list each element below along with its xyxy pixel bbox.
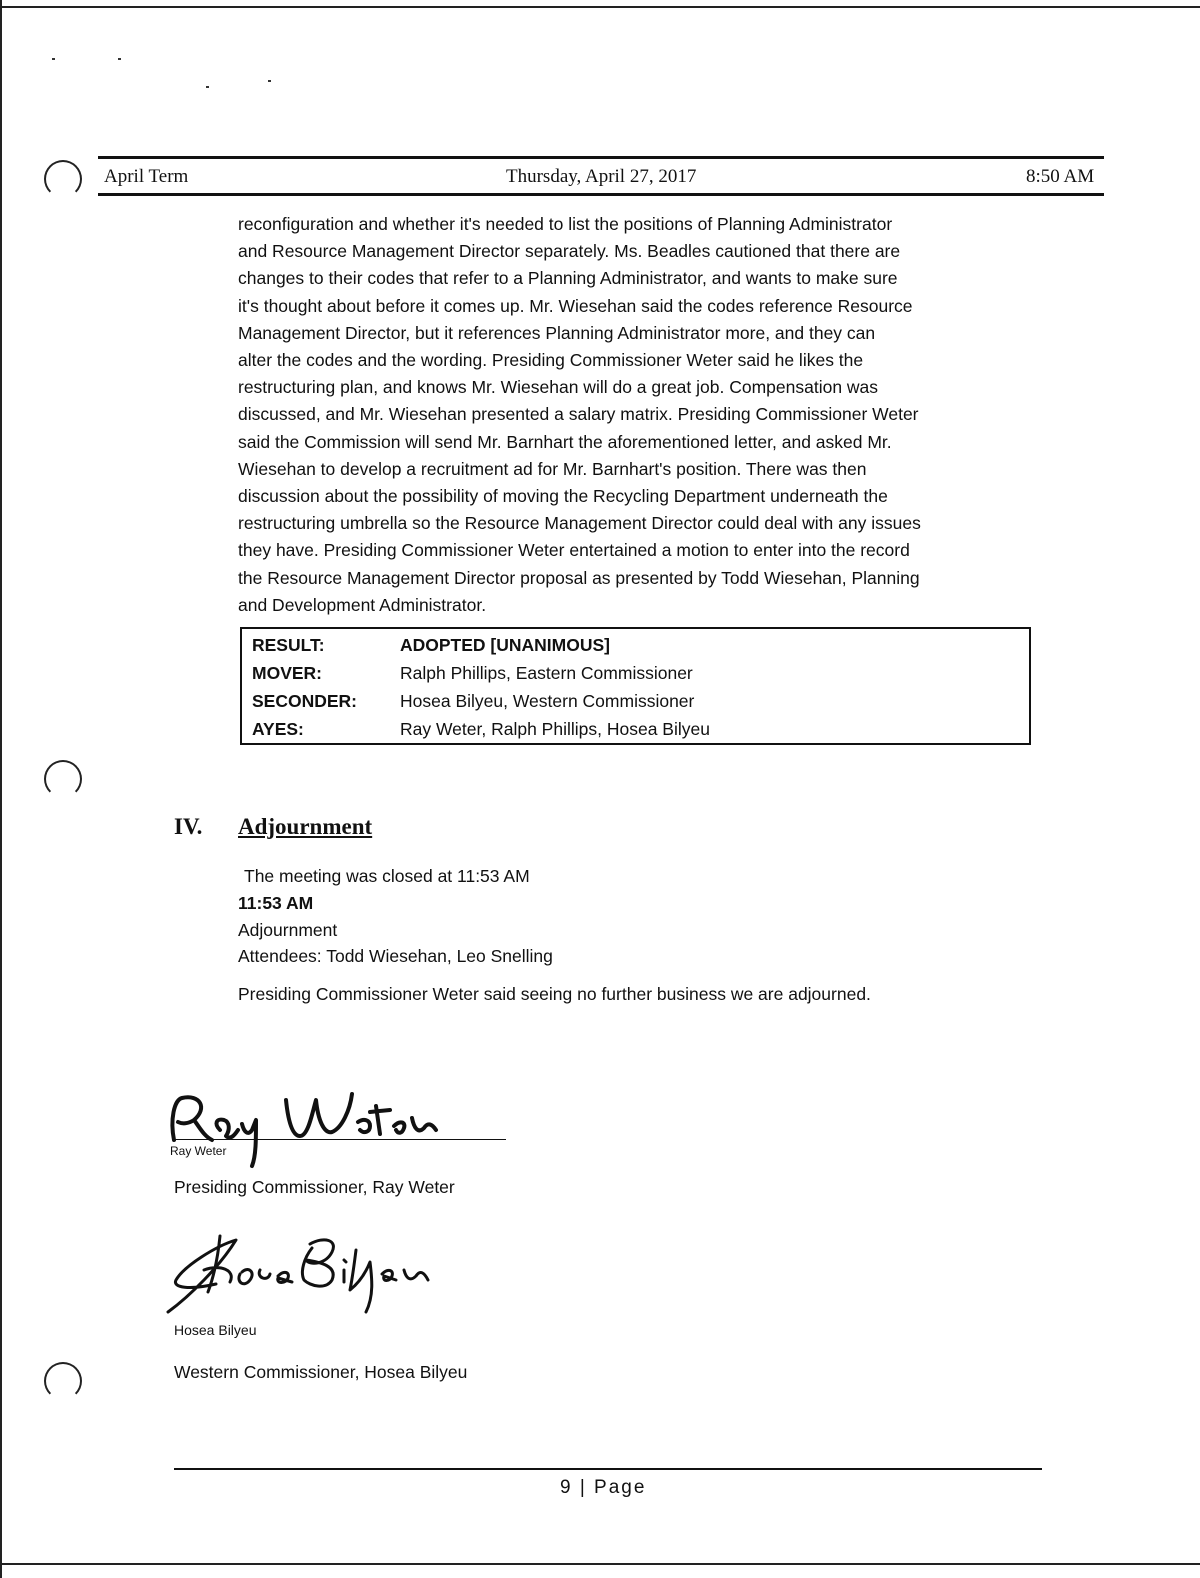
paragraph-line: Wiesehan to develop a recruitment ad for Mr. Barnhart's position. There was then — [238, 458, 867, 479]
paragraph-line: Management Director, but it references Planning Administrator more, and they can — [238, 322, 876, 343]
header-rule — [98, 156, 1104, 159]
closing-statement: Presiding Commissioner Weter said seeing no further business we are adjourned. — [238, 984, 871, 1004]
scan-speck — [206, 86, 209, 88]
minutes-paragraph — [238, 211, 1038, 619]
signature-printed-name: Hosea Bilyeu — [174, 1322, 257, 1338]
header-time: 8:50 AM — [1026, 166, 1095, 187]
punch-hole-icon — [44, 160, 82, 198]
section-number: IV. — [174, 814, 203, 839]
paragraph-line: alter the codes and the wording. Presiding Commissioner Weter said he likes the — [238, 350, 864, 371]
punch-hole-icon — [44, 760, 82, 798]
paragraph-line: restructuring umbrella so the Resource Management Director could deal with any issues — [238, 513, 921, 534]
hosea-bilyeu-signature — [160, 1226, 460, 1321]
motion-value: Ralph Phillips, Eastern Commissioner — [400, 663, 693, 683]
motion-label: MOVER: — [252, 663, 322, 683]
agenda-item-name: Adjournment — [238, 920, 338, 940]
paragraph-line: reconfiguration and whether it's needed to list the positions of Planning Administrator — [238, 214, 893, 234]
page-number: 9 | Page — [560, 1477, 647, 1498]
motion-label: RESULT: — [252, 635, 325, 655]
motion-label: AYES: — [252, 719, 304, 739]
paragraph-line: and Development Administrator. — [238, 594, 487, 615]
paragraph-line: restructuring plan, and knows Mr. Wiesehan will do a great job. Compensation was — [238, 377, 879, 398]
attendees-line: Attendees: Todd Wiesehan, Leo Snelling — [238, 946, 553, 966]
paragraph-line: said the Commission will send Mr. Barnhart the aforementioned letter, and asked Mr. — [238, 431, 892, 452]
punch-hole-icon — [44, 1362, 82, 1400]
paragraph-line: it's thought about before it comes up. Mr. Wiesehan said the codes reference Resource — [238, 295, 913, 316]
scan-border-top — [0, 6, 1200, 8]
scan-border-left — [0, 0, 2, 1578]
motion-value: Hosea Bilyeu, Western Commissioner — [400, 691, 695, 711]
motion-result-box — [240, 627, 1031, 745]
footer-rule — [174, 1468, 1042, 1470]
scan-speck — [52, 58, 55, 60]
header-rule — [98, 193, 1104, 196]
paragraph-line: changes to their codes that refer to a Planning Administrator, and wants to make sure — [238, 268, 898, 289]
adjournment-time: 11:53 AM — [238, 893, 314, 913]
meeting-closed-text: The meeting was closed at 11:53 AM — [244, 866, 530, 886]
section-title: Adjournment — [238, 814, 373, 839]
paragraph-line: they have. Presiding Commissioner Weter entertained a motion to enter into the record — [238, 540, 910, 561]
paragraph-line: discussed, and Mr. Wiesehan presented a salary matrix. Presiding Commissioner Weter — [238, 404, 919, 425]
scan-border-bottom — [0, 1563, 1200, 1565]
paragraph-line: and Resource Management Director separately. Ms. Beadles cautioned that there are — [238, 241, 901, 262]
motion-value: ADOPTED [UNANIMOUS] — [400, 635, 610, 655]
header-date: Thursday, April 27, 2017 — [506, 166, 697, 187]
paragraph-line: discussion about the possibility of moving the Recycling Department underneath the — [238, 486, 888, 507]
motion-label: SECONDER: — [252, 691, 358, 711]
header-term: April Term — [104, 166, 189, 187]
signature-printed-name: Ray Weter — [170, 1144, 227, 1158]
scan-speck — [268, 80, 271, 82]
signer-role: Presiding Commissioner, Ray Weter — [174, 1177, 455, 1197]
paragraph-line: the Resource Management Director proposal as presented by Todd Wiesehan, Planning — [238, 567, 920, 588]
scan-speck — [118, 58, 121, 60]
signer-role: Western Commissioner, Hosea Bilyeu — [174, 1362, 468, 1382]
motion-value: Ray Weter, Ralph Phillips, Hosea Bilyeu — [400, 719, 710, 739]
signature-line — [172, 1139, 506, 1140]
